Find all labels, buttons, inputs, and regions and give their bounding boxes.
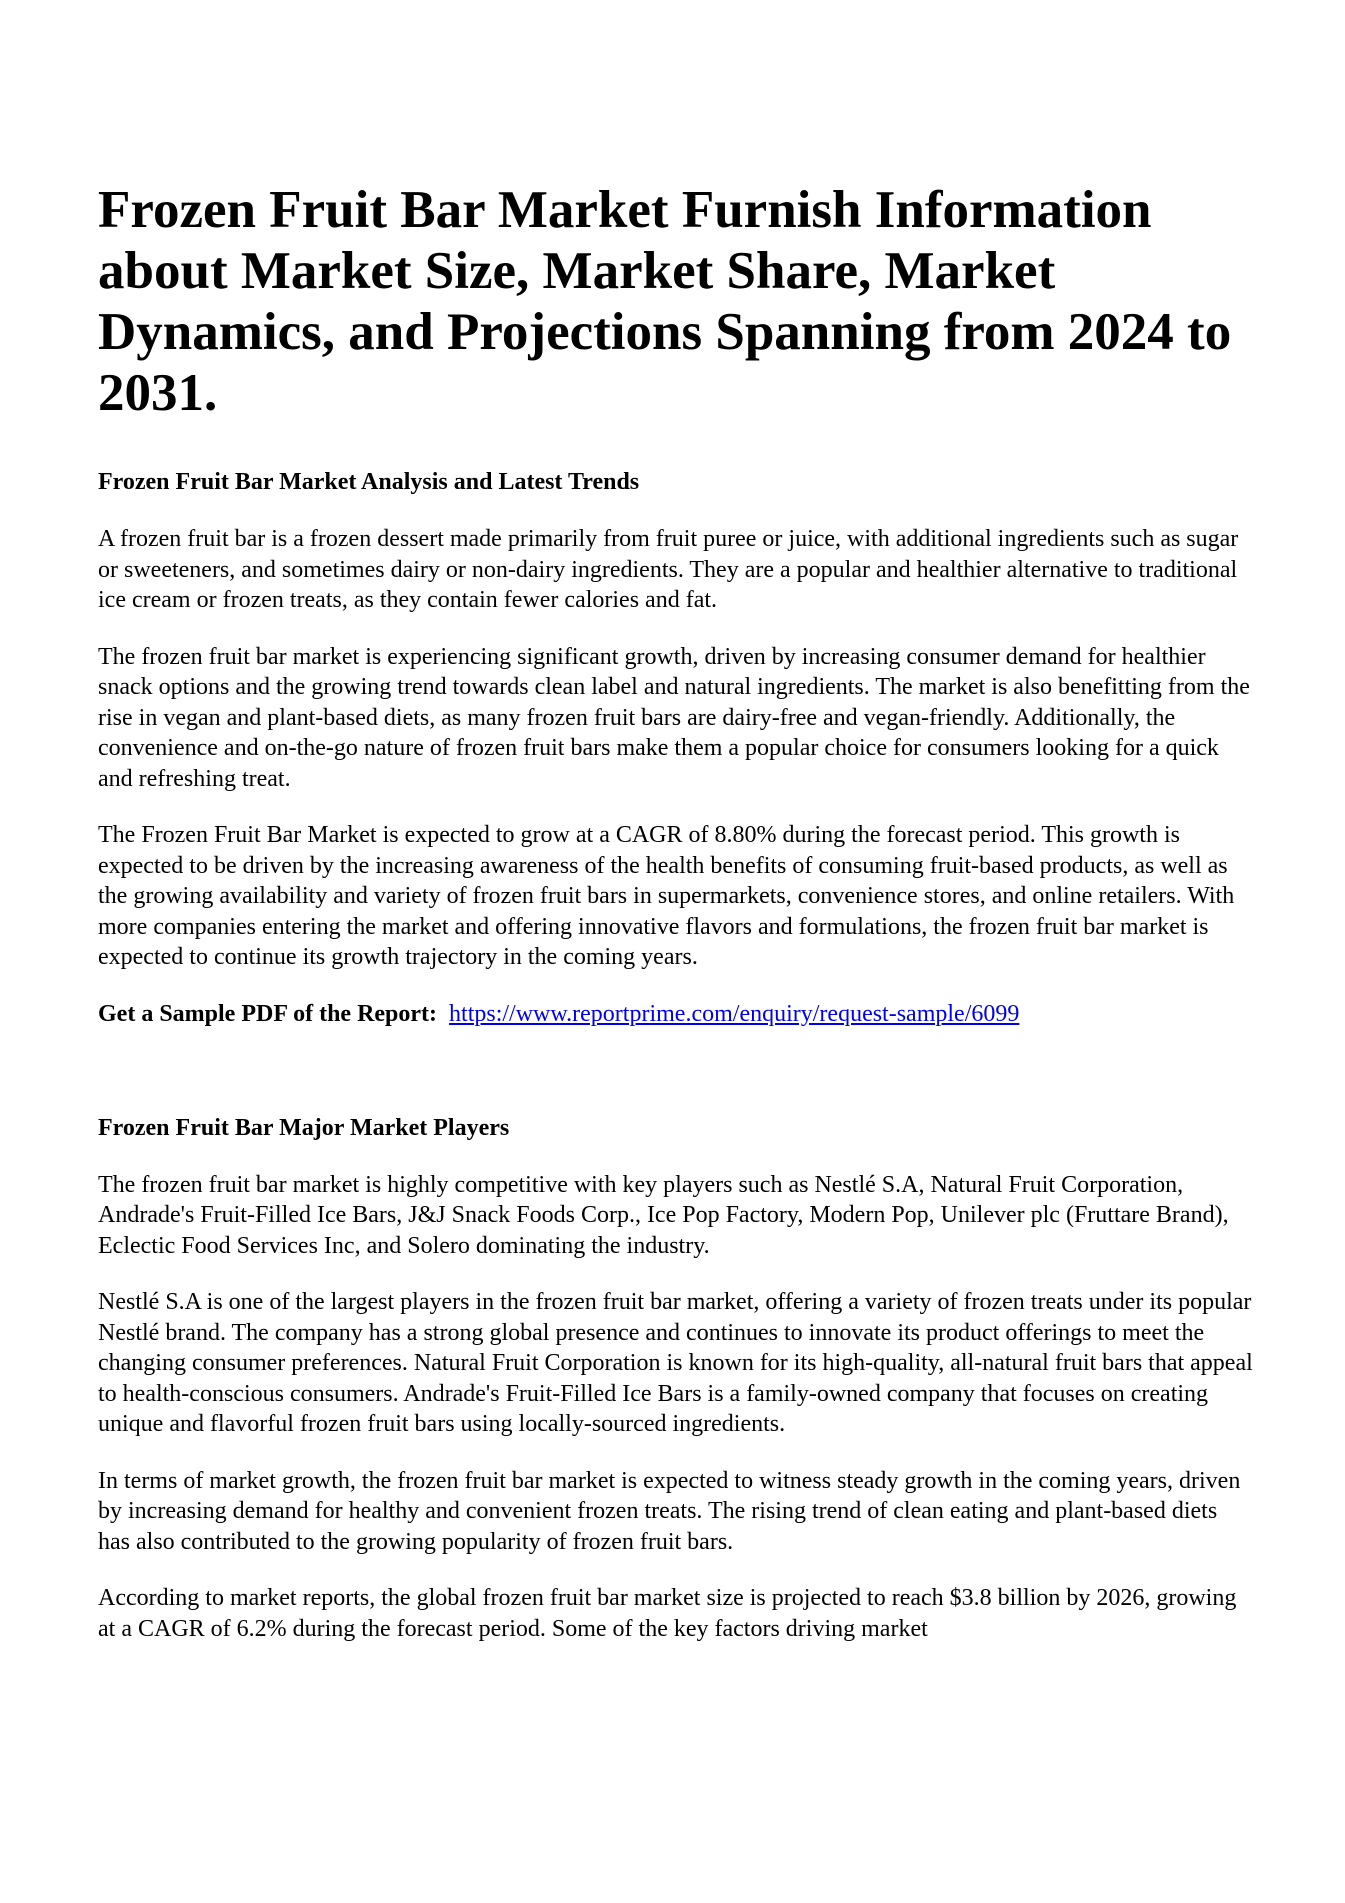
paragraph: Nestlé S.A is one of the largest players in the frozen fruit bar market, offering a variety of frozen treats under its popular Nestlé brand. The company has a strong global presence and continues to innovate its product offerings to meet the changing consumer preferences. Natural Fruit Corporation is known for its high-quality, all-natural fruit bars that appeal to health-conscious consumers. Andrade's Fruit-Filled Ice Bars is a family-owned company that focuses on creating unique and flavorful frozen fruit bars using locally-sourced ingredients. bbox=[98, 1289, 1253, 1437]
section-heading-analysis: Frozen Fruit Bar Market Analysis and Latest Trends bbox=[98, 469, 640, 495]
paragraph: The Frozen Fruit Bar Market is expected to grow at a CAGR of 8.80% during the forecast period. This growth is expected to be driven by the increasing awareness of the health benefits of consuming fruit-based products, as well as the growing availability and variety of frozen fruit bars in supermarkets, convenience stores, and online retailers. With more companies entering the market and offering innovative flavors and formulations, the frozen fruit bar market is expected to continue its growth trajectory in the coming years. bbox=[98, 822, 1235, 970]
document-title: Frozen Fruit Bar Market Furnish Information about Market Size, Market Share, Market Dynamics, and Projections Spanning from 2024 to 2031. bbox=[98, 181, 1232, 422]
sample-pdf-link[interactable]: https://www.reportprime.com/enquiry/request-sample/6099 bbox=[449, 1000, 1020, 1027]
section-spacer bbox=[98, 1029, 1255, 1114]
sample-pdf-label: Get a Sample PDF of the Report: bbox=[98, 1000, 438, 1027]
section-heading-players: Frozen Fruit Bar Major Market Players bbox=[98, 1114, 510, 1141]
paragraph: In terms of market growth, the frozen fruit bar market is expected to witness steady growth in the coming years, driven by increasing demand for healthy and convenient frozen treats. The rising trend of clean eating and plant-based diets has also contributed to the growing popularity of frozen fruit bars. bbox=[98, 1467, 1241, 1555]
paragraph: A frozen fruit bar is a frozen dessert made primarily from fruit puree or juice, with additional ingredients such as sugar or sweeteners, and sometimes dairy or non-dairy ingredients. They are a popular and healthier alternative to traditional ice cream or frozen treats, as they contain fewer calories and fat. bbox=[98, 526, 1239, 613]
paragraph: According to market reports, the global frozen fruit bar market size is projected to reach $3.8 billion by 2026, growing at a CAGR of 6.2% during the forecast period. Some of the key factors driving market bbox=[98, 1585, 1237, 1642]
sample-pdf-line bbox=[98, 999, 1255, 1029]
paragraph: The frozen fruit bar market is experiencing significant growth, driven by increasing consumer demand for healthier snack options and the growing trend towards clean label and natural ingredients. The market is also benefitting from the rise in vegan and plant-based diets, as many frozen fruit bars are dairy-free and vegan-friendly. Additionally, the convenience and on-the-go nature of frozen fruit bars make them a popular choice for consumers looking for a quick and refreshing treat. bbox=[98, 643, 1250, 792]
paragraph: The frozen fruit bar market is highly competitive with key players such as Nestlé S.A, Natural Fruit Corporation, Andrade's Fruit-Filled Ice Bars, J&J Snack Foods Corp., Ice Pop Factory, Modern Pop, Unilever plc (Fruttare Brand), Eclectic Food Services Inc, and Solero dominating the industry. bbox=[98, 1171, 1229, 1259]
